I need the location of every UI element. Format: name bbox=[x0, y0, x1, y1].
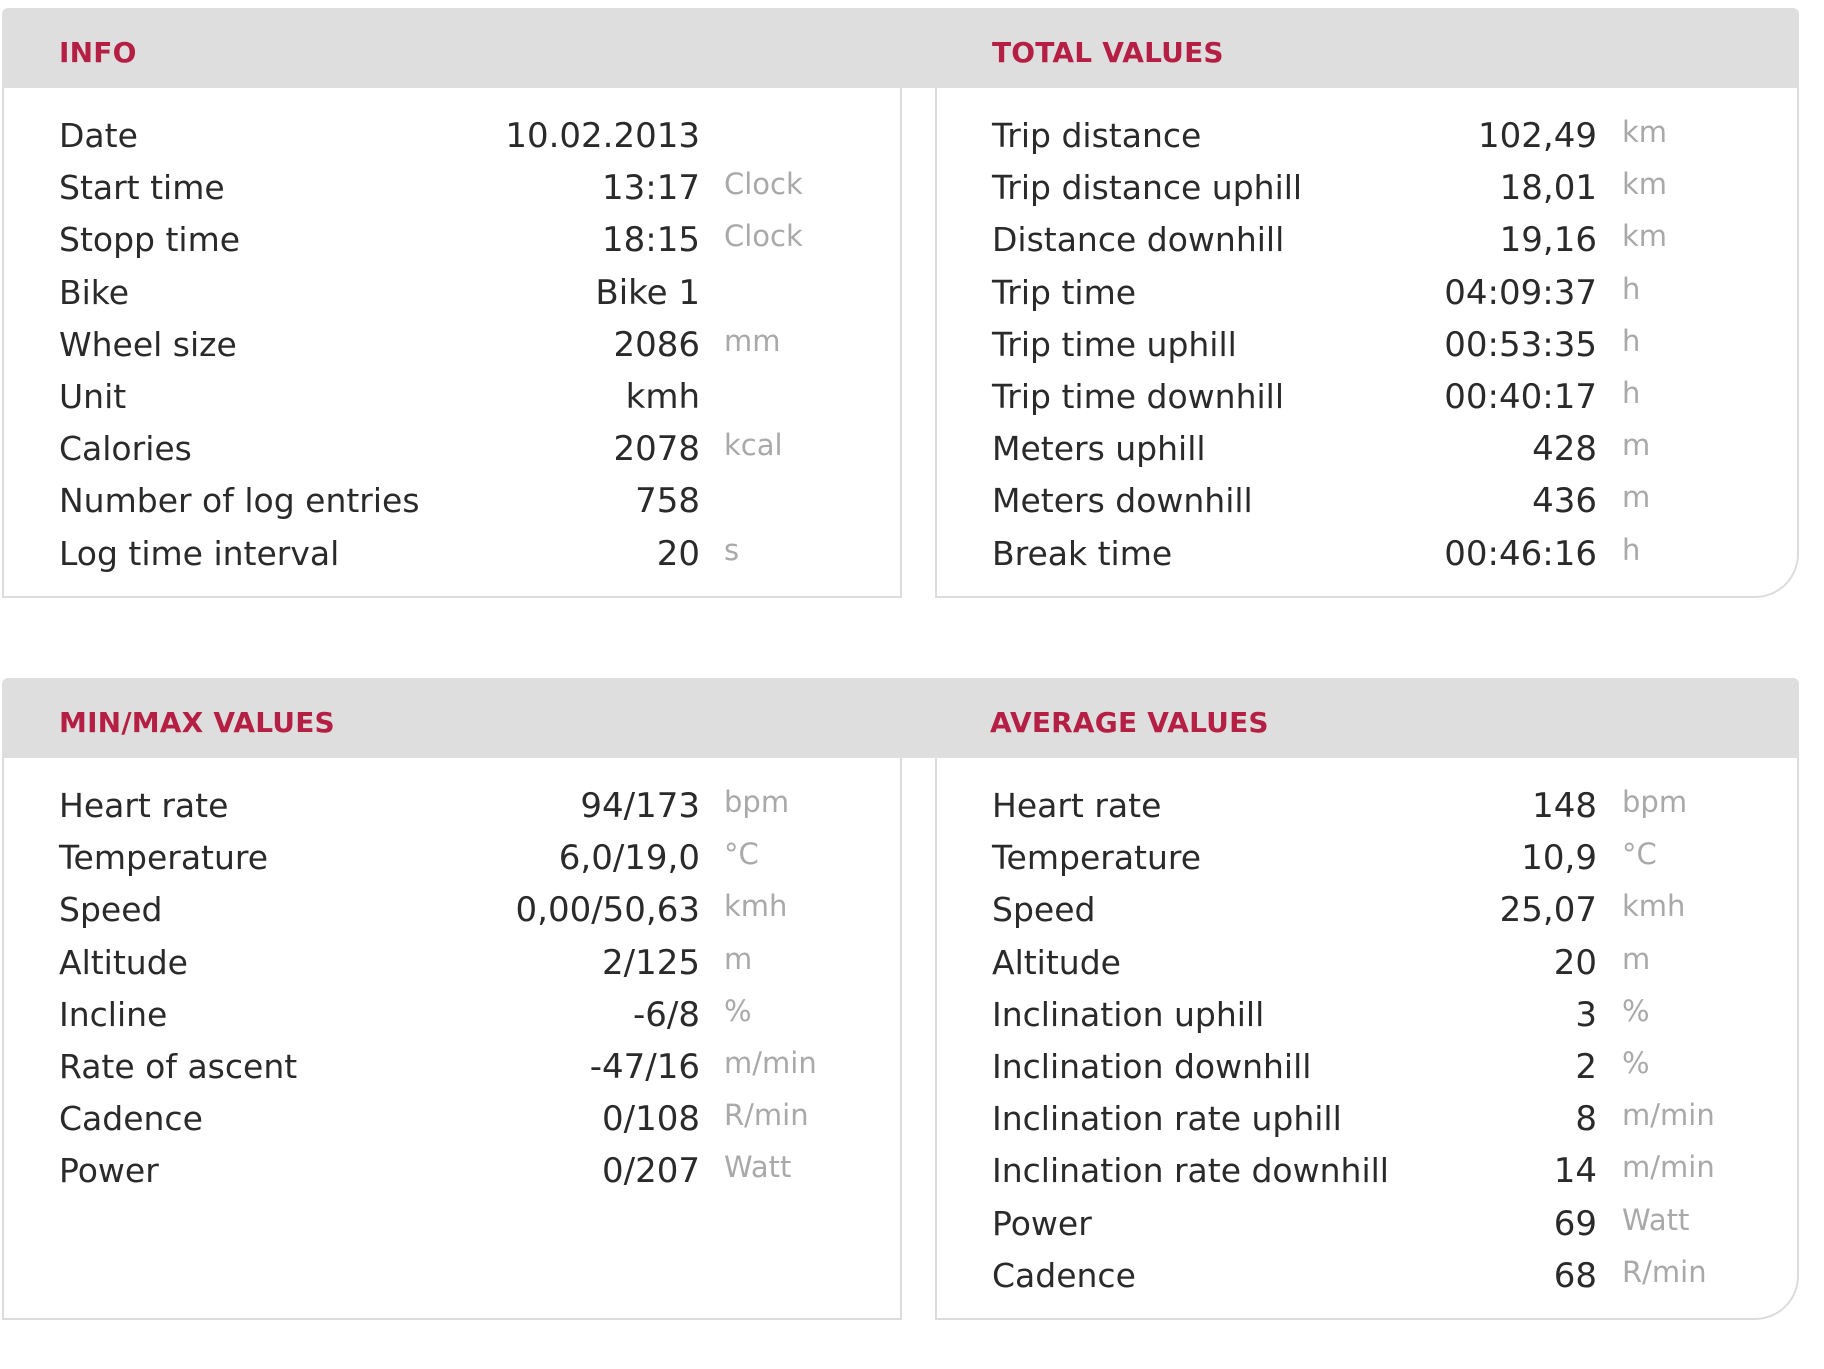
stat-row bbox=[4, 1041, 900, 1093]
total-values-panel bbox=[935, 88, 1799, 598]
stat-label: Heart rate bbox=[992, 786, 1162, 825]
stat-label: Calories bbox=[59, 429, 192, 469]
stat-row bbox=[937, 1041, 1797, 1093]
stat-unit: h bbox=[1622, 532, 1641, 567]
stat-value: 13:17 bbox=[602, 168, 700, 209]
stat-row bbox=[937, 1198, 1797, 1250]
stat-label: Inclination downhill bbox=[992, 1046, 1312, 1086]
stat-value: 102,49 bbox=[1478, 116, 1597, 156]
stat-unit: kmh bbox=[724, 889, 788, 924]
stat-value: 19,16 bbox=[1499, 220, 1597, 261]
stat-row bbox=[937, 214, 1797, 266]
stat-label: Power bbox=[59, 1151, 159, 1191]
bottom-section bbox=[2, 678, 1799, 1320]
stat-label: Log time interval bbox=[59, 533, 340, 573]
stat-row bbox=[937, 475, 1797, 527]
stat-value: 18,01 bbox=[1499, 168, 1597, 209]
stat-unit: h bbox=[1622, 271, 1641, 306]
stat-label: Bike bbox=[59, 272, 130, 312]
stat-unit: Watt bbox=[1622, 1202, 1690, 1237]
stat-unit: m/min bbox=[1622, 1150, 1715, 1185]
stat-label: Inclination rate downhill bbox=[992, 1151, 1389, 1191]
stat-value: 758 bbox=[635, 481, 700, 522]
stat-value: 8 bbox=[1575, 1099, 1597, 1140]
stat-value: 18:15 bbox=[602, 220, 700, 261]
stat-value: 69 bbox=[1553, 1203, 1597, 1244]
stat-value: 2 bbox=[1575, 1046, 1597, 1087]
stat-row bbox=[4, 371, 900, 423]
stat-value: 10,9 bbox=[1521, 838, 1597, 879]
stat-label: Incline bbox=[59, 994, 168, 1034]
stat-value: 68 bbox=[1553, 1255, 1597, 1296]
stat-unit: bpm bbox=[724, 785, 790, 819]
stat-row bbox=[4, 1145, 900, 1197]
stat-row bbox=[4, 162, 900, 214]
min-max-values-panel bbox=[2, 758, 902, 1320]
stat-unit: s bbox=[724, 532, 740, 567]
stat-label: Start time bbox=[59, 168, 225, 208]
stat-value: 94/173 bbox=[580, 786, 700, 826]
stat-row bbox=[937, 528, 1797, 580]
stat-value: 2078 bbox=[613, 429, 700, 470]
min-max-values-rows bbox=[4, 780, 900, 1198]
stat-label: Trip time downhill bbox=[992, 376, 1284, 416]
stat-unit: kcal bbox=[724, 428, 783, 463]
top-section-header bbox=[2, 8, 1799, 88]
stat-label: Meters uphill bbox=[992, 429, 1206, 469]
stat-row bbox=[937, 1145, 1797, 1197]
stat-value: 148 bbox=[1532, 786, 1597, 826]
stat-unit: km bbox=[1622, 167, 1668, 202]
stat-value: -47/16 bbox=[589, 1046, 700, 1087]
stat-row bbox=[4, 937, 900, 989]
stat-value: 20 bbox=[656, 533, 700, 574]
stat-label: Power bbox=[992, 1203, 1092, 1243]
average-values-rows bbox=[937, 780, 1797, 1302]
stat-label: Wheel size bbox=[59, 324, 237, 364]
stat-value: 0,00/50,63 bbox=[515, 890, 700, 931]
stat-row bbox=[4, 884, 900, 936]
stat-unit: bpm bbox=[1622, 785, 1688, 819]
info-title: INFO bbox=[59, 36, 137, 69]
stat-row bbox=[4, 475, 900, 527]
stat-label: Rate of ascent bbox=[59, 1046, 298, 1086]
stat-value: Bike 1 bbox=[595, 272, 700, 313]
stat-unit: % bbox=[1622, 993, 1650, 1028]
stat-label: Distance downhill bbox=[992, 220, 1285, 260]
stat-value: 6,0/19,0 bbox=[558, 838, 700, 879]
stat-value: 25,07 bbox=[1499, 890, 1597, 931]
stat-unit: % bbox=[724, 993, 752, 1028]
stat-label: Cadence bbox=[992, 1255, 1136, 1295]
stat-label: Heart rate bbox=[59, 786, 229, 825]
stat-unit: m bbox=[1622, 941, 1651, 976]
stat-row bbox=[4, 214, 900, 266]
stat-label: Inclination uphill bbox=[992, 994, 1265, 1034]
stat-row bbox=[937, 1250, 1797, 1302]
stat-value: 0/108 bbox=[602, 1099, 700, 1140]
stat-row bbox=[937, 110, 1797, 162]
stat-label: Number of log entries bbox=[59, 481, 420, 521]
stat-label: Trip time uphill bbox=[992, 324, 1237, 364]
stat-row bbox=[937, 937, 1797, 989]
stat-unit: m/min bbox=[724, 1045, 817, 1080]
stat-unit: R/min bbox=[724, 1098, 809, 1133]
stat-row bbox=[937, 1093, 1797, 1145]
stat-row bbox=[4, 989, 900, 1041]
stat-row bbox=[937, 423, 1797, 475]
stat-value: 04:09:37 bbox=[1444, 272, 1597, 313]
stat-label: Temperature bbox=[59, 838, 269, 878]
stat-label: Altitude bbox=[59, 942, 188, 982]
stat-label: Trip distance uphill bbox=[992, 168, 1303, 208]
stat-row bbox=[4, 832, 900, 884]
stat-unit: mm bbox=[724, 323, 781, 358]
stat-row bbox=[937, 884, 1797, 936]
stat-row bbox=[937, 780, 1797, 832]
stat-unit: km bbox=[1622, 219, 1668, 254]
stat-unit: m bbox=[1622, 428, 1651, 463]
stat-row bbox=[4, 528, 900, 580]
stat-unit: °C bbox=[724, 837, 759, 872]
min-max-values-title: MIN/MAX VALUES bbox=[59, 706, 335, 739]
stat-value: 2086 bbox=[613, 324, 700, 365]
stat-value: 3 bbox=[1575, 994, 1597, 1035]
average-values-panel bbox=[935, 758, 1799, 1320]
stat-label: Inclination rate uphill bbox=[992, 1099, 1342, 1139]
stat-value: 00:53:35 bbox=[1444, 324, 1597, 365]
stat-row bbox=[4, 110, 900, 162]
info-rows bbox=[4, 110, 900, 580]
stat-row bbox=[937, 371, 1797, 423]
stat-value: 0/207 bbox=[602, 1151, 700, 1192]
total-values-rows bbox=[937, 110, 1797, 580]
stat-value: 428 bbox=[1532, 429, 1597, 470]
stat-row bbox=[4, 780, 900, 832]
stat-value: 2/125 bbox=[602, 942, 700, 983]
stat-label: Trip distance bbox=[992, 116, 1202, 155]
stat-value: -6/8 bbox=[633, 994, 700, 1035]
stat-row bbox=[4, 1093, 900, 1145]
stat-unit: Clock bbox=[724, 167, 803, 202]
stat-unit: R/min bbox=[1622, 1254, 1707, 1289]
average-values-title: AVERAGE VALUES bbox=[990, 706, 1269, 739]
stat-unit: °C bbox=[1622, 837, 1657, 872]
stat-unit: m bbox=[724, 941, 753, 976]
stat-row bbox=[4, 319, 900, 371]
stat-value: 436 bbox=[1532, 481, 1597, 522]
stat-value: 14 bbox=[1553, 1151, 1597, 1192]
stat-value: 00:46:16 bbox=[1444, 533, 1597, 574]
stat-label: Speed bbox=[992, 890, 1096, 930]
stat-unit: Clock bbox=[724, 219, 803, 254]
stat-row bbox=[937, 832, 1797, 884]
stat-label: Unit bbox=[59, 376, 127, 416]
stat-label: Trip time bbox=[992, 272, 1137, 312]
stat-unit: h bbox=[1622, 375, 1641, 410]
stat-unit: m/min bbox=[1622, 1098, 1715, 1133]
total-values-title: TOTAL VALUES bbox=[992, 36, 1224, 69]
stat-row bbox=[4, 267, 900, 319]
stat-label: Meters downhill bbox=[992, 481, 1253, 521]
stat-label: Cadence bbox=[59, 1099, 203, 1139]
stat-unit: Watt bbox=[724, 1150, 792, 1185]
stat-row bbox=[937, 989, 1797, 1041]
stat-label: Temperature bbox=[992, 838, 1202, 878]
stat-label: Break time bbox=[992, 533, 1173, 573]
stat-label: Speed bbox=[59, 890, 163, 930]
top-section bbox=[2, 8, 1799, 598]
stat-label: Stopp time bbox=[59, 220, 241, 260]
stat-unit: % bbox=[1622, 1045, 1650, 1080]
stat-label: Date bbox=[59, 116, 138, 155]
stat-label: Altitude bbox=[992, 942, 1121, 982]
stat-value: 00:40:17 bbox=[1444, 376, 1597, 417]
bottom-section-header bbox=[2, 678, 1799, 758]
info-panel bbox=[2, 88, 902, 598]
stat-unit: kmh bbox=[1622, 889, 1686, 924]
stat-row bbox=[937, 267, 1797, 319]
stat-row bbox=[937, 162, 1797, 214]
stat-unit: m bbox=[1622, 480, 1651, 515]
stat-unit: h bbox=[1622, 323, 1641, 358]
stat-value: 10.02.2013 bbox=[505, 116, 700, 156]
stat-unit: km bbox=[1622, 115, 1668, 149]
stat-row bbox=[937, 319, 1797, 371]
stat-row bbox=[4, 423, 900, 475]
stat-value: 20 bbox=[1553, 942, 1597, 983]
stat-value: kmh bbox=[625, 376, 700, 417]
